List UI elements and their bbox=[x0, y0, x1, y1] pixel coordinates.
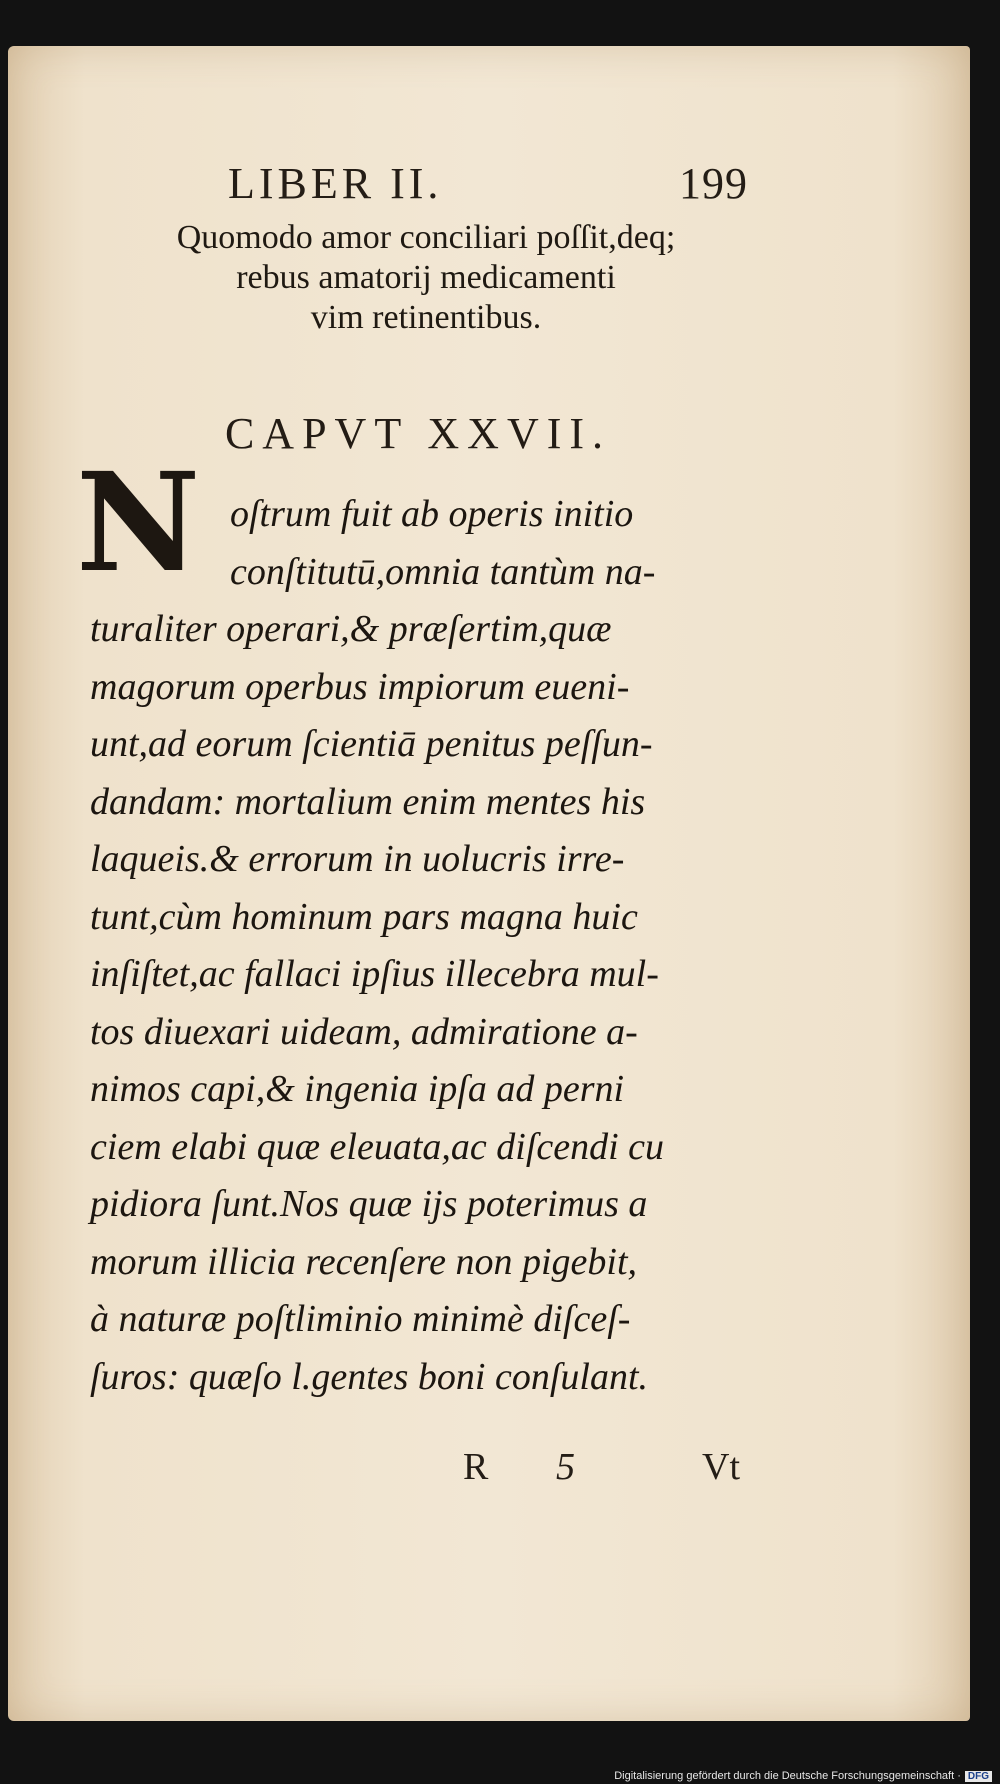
drop-cap-initial: N bbox=[76, 443, 201, 603]
text-line: nimos capi,& ingenia ipſa ad perni bbox=[90, 1068, 625, 1110]
text-line: à naturæ poſtliminio minimè diſceſ- bbox=[90, 1298, 631, 1340]
chapter-title-line: vim retinentibus. bbox=[310, 299, 542, 336]
dfg-logo: DFG bbox=[965, 1771, 992, 1782]
text-line: unt,ad eorum ſcientiā penitus peſſun- bbox=[90, 723, 653, 765]
text-line: conſtitutū,omnia tantùm na- bbox=[230, 550, 656, 593]
text-line: morum illicia recenſere non pigebit, bbox=[90, 1240, 638, 1283]
chapter-heading: CAPVT XXVII. bbox=[224, 409, 612, 458]
text-line: oſtrum fuit ab operis initio bbox=[230, 493, 634, 535]
book-page bbox=[8, 46, 970, 1721]
page-content bbox=[8, 46, 970, 1721]
text-line: tunt,cùm hominum pars magna huic bbox=[90, 895, 638, 938]
chapter-title-line: rebus amatorij medicamenti bbox=[236, 259, 616, 296]
signature-mark: R bbox=[463, 1446, 489, 1488]
digitization-credit bbox=[614, 1770, 992, 1782]
signature-number: 5 bbox=[556, 1446, 575, 1488]
text-line: dandam: mortalium enim mentes his bbox=[90, 780, 646, 823]
text-line: turaliter operari,& præſertim,quæ bbox=[90, 608, 612, 650]
text-line: ſuros: quæſo l.gentes boni conſulant. bbox=[90, 1355, 649, 1398]
text-line: magorum operbus impiorum eueni- bbox=[90, 665, 630, 708]
text-line: ciem elabi quæ eleuata,ac diſcendi cu bbox=[90, 1125, 665, 1168]
text-line: tos diuexari uideam, admiratione a- bbox=[90, 1010, 638, 1053]
chapter-title-line: Quomodo amor conciliari poſſit,deq; bbox=[176, 219, 676, 256]
chapter-title bbox=[86, 218, 766, 338]
text-line: pidiora ſunt.Nos quæ ijs poterimus a bbox=[90, 1183, 648, 1225]
page-number: 199 bbox=[679, 159, 748, 208]
credit-text: Digitalisierung gefördert durch die Deutsche Forschungsgemeinschaft · bbox=[614, 1770, 961, 1782]
body-text bbox=[90, 486, 780, 1406]
text-line: laqueis.& errorum in uolucris irre- bbox=[90, 838, 625, 880]
catchword: Vt bbox=[702, 1446, 740, 1488]
running-head-title: LIBER II. bbox=[228, 159, 443, 208]
text-line: inſiſtet,ac fallaci ipſius illecebra mul- bbox=[90, 953, 659, 995]
